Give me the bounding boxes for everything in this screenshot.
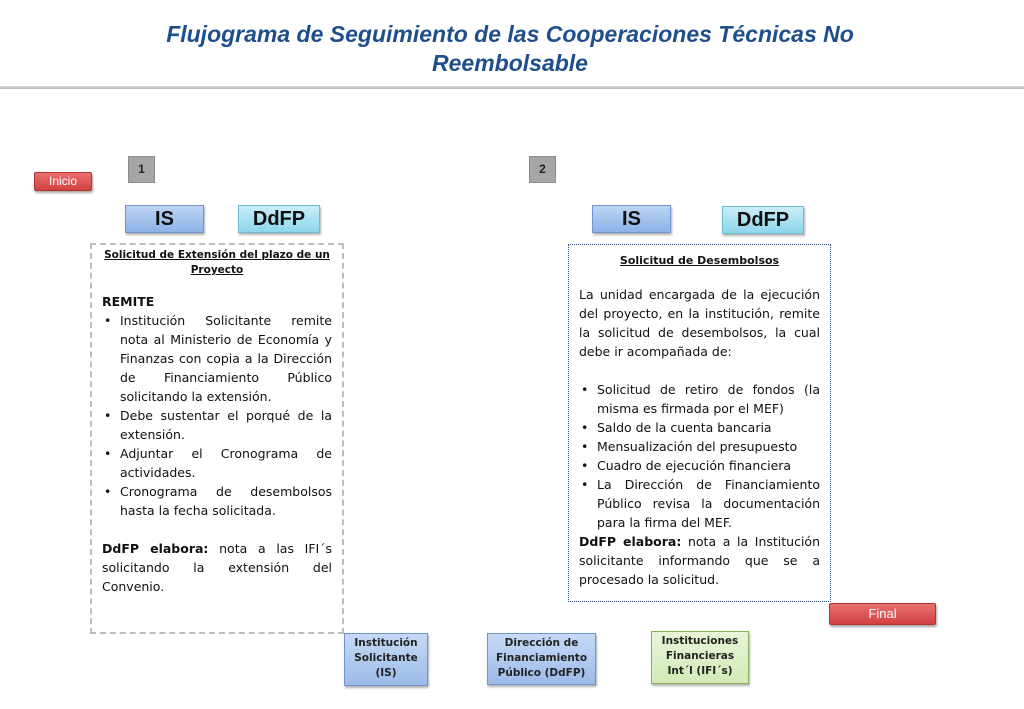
step-1-badge: 1 — [128, 156, 155, 183]
legend-ifi-line-3: Int´l (IFI´s) — [667, 665, 733, 677]
list-item: • Cuadro de ejecución financiera — [597, 456, 820, 475]
legend-ddfp-line-1: Dirección de — [504, 637, 579, 649]
legend-is-line-2: Solicitante — [354, 652, 418, 664]
step-2-closing-text: nota a la Institución solicitante informando que se a procesado la solicitud. — [579, 534, 820, 587]
page-title: Flujograma de Seguimiento de las Cooperaciones Técnicas No Reembolsable — [166, 21, 854, 76]
step-2-box-title: Solicitud de Desembolsos — [619, 254, 780, 267]
legend-ifi-line-2: Financieras — [665, 650, 735, 662]
step-1-actor-ddfp: DdFP — [238, 205, 320, 233]
step-2-closing — [579, 532, 820, 589]
step-2-actor-is: IS — [592, 205, 671, 233]
start-button[interactable]: Inicio — [34, 172, 92, 191]
step-2-bullet-list — [579, 380, 820, 532]
list-item: • Saldo de la cuenta bancaria — [597, 418, 820, 437]
end-button[interactable]: Final — [829, 603, 936, 625]
list-item: • La Dirección de Financiamiento Público revisa la documentación para la firma del MEF. — [597, 475, 820, 532]
step-1-closing — [102, 539, 332, 596]
step-2-closing-bold: DdFP elabora: — [579, 534, 682, 549]
legend-is-line-1: Institución — [354, 637, 418, 649]
list-item: • Solicitud de retiro de fondos (la misma es firmada por el MEF) — [597, 380, 820, 418]
list-item: • Cronograma de desembolsos hasta la fecha solicitada. — [120, 482, 332, 520]
list-item: • Debe sustentar el porqué de la extensión. — [120, 406, 332, 444]
list-item: • Mensualización del presupuesto — [597, 437, 820, 456]
legend-ddfp-line-3: Público (DdFP) — [497, 667, 586, 679]
step-1-closing-text: nota a las IFI´s solicitando la extensión del Convenio. — [102, 541, 332, 594]
step-2-box — [568, 244, 831, 602]
list-item: • Institución Solicitante remite nota al Ministerio de Economía y Finanzas con copia a la Dirección de Financiamiento Público solicitando la extensión. — [120, 311, 332, 406]
title-divider — [0, 86, 1024, 89]
step-1-box — [90, 243, 344, 634]
step-2-intro: La unidad encargada de la ejecución del proyecto, en la institución, remite la solicitud de desembolsos, la cual debe ir acompañada de: — [579, 287, 820, 359]
legend-ddfp — [487, 633, 596, 685]
list-item: • Adjuntar el Cronograma de actividades. — [120, 444, 332, 482]
legend-is-line-3: (IS) — [375, 667, 397, 679]
step-1-bullet-list — [102, 311, 332, 520]
step-1-closing-bold: DdFP elabora: — [102, 541, 209, 556]
step-2-badge: 2 — [529, 156, 556, 183]
step-1-section-heading: REMITE — [102, 294, 155, 309]
legend-ifi-line-1: Instituciones — [661, 635, 739, 647]
step-1-box-title: Solicitud de Extensión del plazo de un Proyecto — [104, 249, 330, 276]
legend-ifi — [651, 631, 749, 684]
legend-ddfp-line-2: Financiamiento — [495, 652, 588, 664]
legend-is — [344, 633, 428, 686]
step-2-actor-ddfp: DdFP — [722, 206, 804, 234]
step-1-actor-is: IS — [125, 205, 204, 233]
